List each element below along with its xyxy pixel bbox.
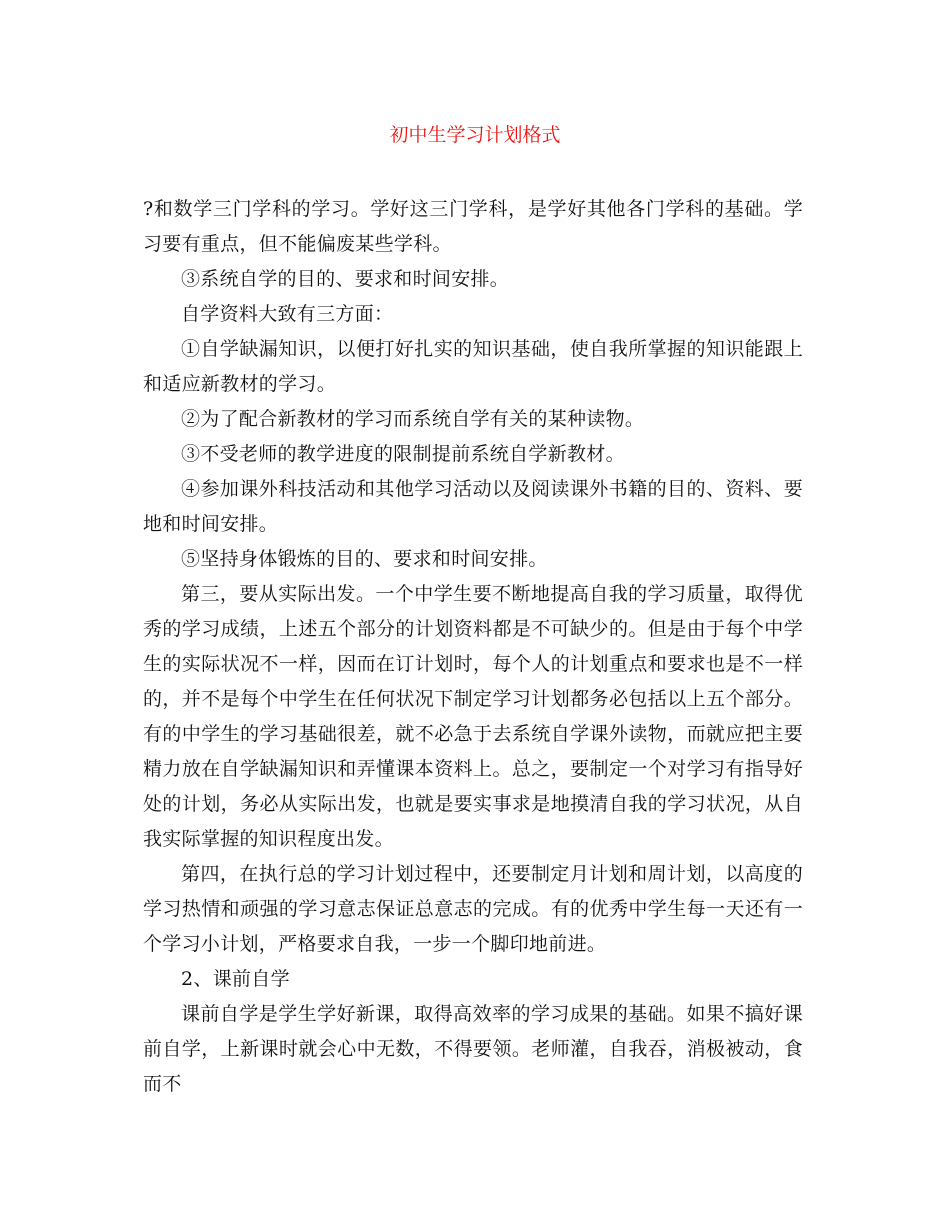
paragraph: 课前自学是学生学好新课，取得高效率的学习成果的基础。如果不搞好课前自学，上新课时就会心中无数，不得要领。老师灌，自我吞，消极被动，食而不 [143, 1003, 803, 1095]
paragraph: ⑤坚持身体锻炼的目的、要求和时间安排。 [181, 548, 548, 570]
paragraph: ③不受老师的教学进度的限制提前系统自学新教材。 [181, 443, 625, 465]
paragraph: 第四，在执行总的学习计划过程中，还要制定月计划和周计划，以高度的学习热情和顽强的学习意志保证总意志的完成。有的优秀中学生每一天还有一个学习小计划，严格要求自我，一步一个脚印地前进。 [143, 863, 803, 955]
paragraph: ①自学缺漏知识，以便打好扎实的知识基础，使自我所掌握的知识能跟上和适应新教材的学习。 [143, 338, 803, 395]
paragraph: ④参加课外科技活动和其他学习活动以及阅读课外书籍的目的、资料、要地和时间安排。 [143, 478, 803, 535]
paragraph: ②为了配合新教材的学习而系统自学有关的某种读物。 [181, 408, 645, 430]
document-body [143, 192, 803, 1102]
paragraph: 自学资料大致有三方面： [181, 303, 394, 325]
paragraph: ?和数学三门学科的学习。学好这三门学科，是学好其他各门学科的基础。学习要有重点，但不能偏废某些学科。 [143, 198, 803, 255]
paragraph: ③系统自学的目的、要求和时间安排。 [181, 268, 510, 290]
section-heading: 2、课前自学 [181, 968, 290, 990]
document-title: 初中生学习计划格式 [389, 124, 561, 146]
paragraph: 第三，要从实际出发。一个中学生要不断地提高自我的学习质量，取得优秀的学习成绩，上述五个部分的计划资料都是不可缺少的。但是由于每个中学生的实际状况不一样，因而在订计划时，每个人的计划重点和要求也是不一样的，并不是每个中学生在任何状况下制定学习计划都务必包括以上五个部分。有的中学生的学习基础很差，就不必急于去系统自学课外读物，而就应把主要精力放在自学缺漏知识和弄懂课本资料上。总之，要制定一个对学习有指导好处的计划，务必从实际出发，也就是要实事求是地摸清自我的学习状况，从自我实际掌握的知识程度出发。 [143, 583, 803, 850]
